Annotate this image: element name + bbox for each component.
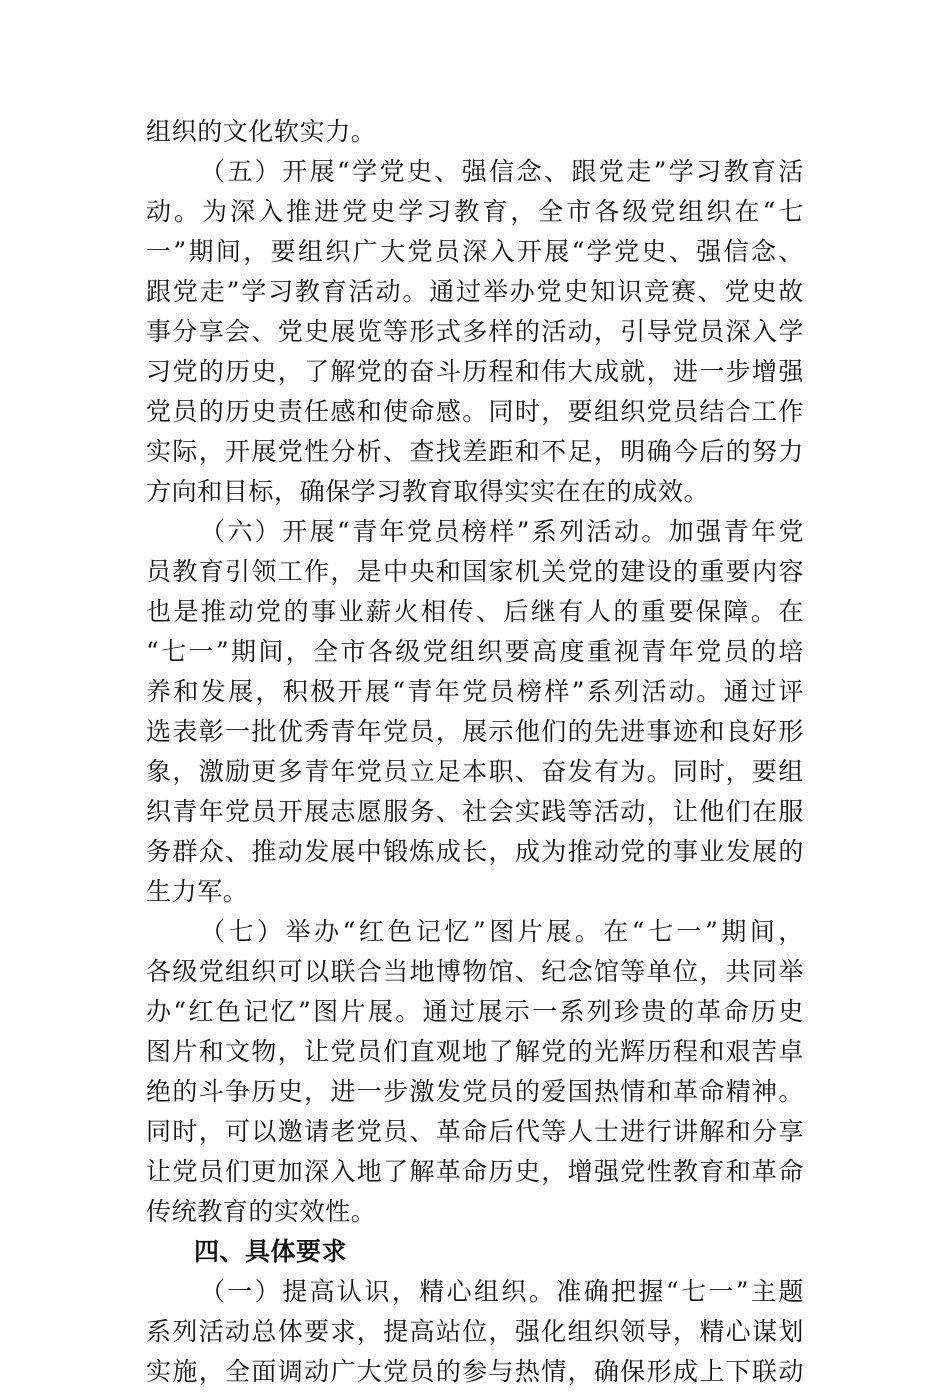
section-heading: 四、具体要求	[194, 1237, 348, 1266]
text-line: 绝的斗争历史，进一步激发党员的爱国热情和革命精神。	[146, 1077, 804, 1106]
text-line: 让党员们更加深入地了解革命历史，增强党性教育和革命	[146, 1157, 804, 1186]
document-body	[146, 112, 804, 1392]
text-line: （五）开展“学党史、强信念、跟党走”学习教育活	[200, 157, 804, 186]
text-line: 同时，可以邀请老党员、革命后代等人士进行讲解和分享	[146, 1117, 804, 1146]
text-line: 选表彰一批优秀青年党员，展示他们的先进事迹和良好形	[146, 717, 804, 746]
paragraph-requirement-1	[146, 1272, 804, 1392]
text-line: 实际，开展党性分析、查找差距和不足，明确今后的努力	[146, 437, 804, 466]
text-line: 员教育引领工作，是中央和国家机关党的建设的重要内容	[146, 557, 804, 586]
text-line: 各级党组织可以联合当地博物馆、纪念馆等单位，共同举	[146, 957, 804, 986]
text-line: 图片和文物，让党员们直观地了解党的光辉历程和艰苦卓	[146, 1037, 804, 1066]
text-line: 实施，全面调动广大党员的参与热情，确保形成上下联动	[146, 1357, 804, 1386]
paragraph-activity-6	[146, 512, 804, 912]
text-line: 动。为深入推进党史学习教育，全市各级党组织在“七	[146, 197, 804, 226]
paragraph-activity-5	[146, 152, 804, 512]
text-line: （七）举办“红色记忆”图片展。在“七一”期间，	[200, 917, 804, 946]
text-line: 党员的历史责任感和使命感。同时，要组织党员结合工作	[146, 397, 804, 426]
text-line: 一”期间，要组织广大党员深入开展“学党史、强信念、	[146, 237, 804, 266]
paragraph-continuation	[146, 112, 804, 152]
text-line: （一）提高认识，精心组织。准确把握“七一”主题	[200, 1277, 804, 1306]
text-line: 系列活动总体要求，提高站位，强化组织领导，精心谋划	[146, 1317, 804, 1346]
text-line: 象，激励更多青年党员立足本职、奋发有为。同时，要组	[146, 757, 804, 786]
text-line: 也是推动党的事业薪火相传、后继有人的重要保障。在	[146, 597, 804, 626]
text-line: 办“红色记忆”图片展。通过展示一系列珍贵的革命历史	[146, 997, 804, 1026]
paragraph-activity-7	[146, 912, 804, 1232]
text-line: （六）开展“青年党员榜样”系列活动。加强青年党	[200, 517, 804, 546]
text-line: 跟党走”学习教育活动。通过举办党史知识竞赛、党史故	[146, 277, 804, 306]
text-line: 养和发展，积极开展“青年党员榜样”系列活动。通过评	[146, 677, 804, 706]
text-line: 组织的文化软实力。	[146, 117, 377, 146]
text-line: 传统教育的实效性。	[146, 1197, 377, 1226]
text-line: 事分享会、党史展览等形式多样的活动，引导党员深入学	[146, 317, 804, 346]
text-line: 务群众、推动发展中锻炼成长，成为推动党的事业发展的	[146, 837, 804, 866]
text-line: 生力军。	[146, 877, 249, 906]
text-line: 习党的历史，了解党的奋斗历程和伟大成就，进一步增强	[146, 357, 804, 386]
text-line: 方向和目标，确保学习教育取得实实在在的成效。	[146, 477, 710, 506]
text-line: 织青年党员开展志愿服务、社会实践等活动，让他们在服	[146, 797, 804, 826]
text-line: “七一”期间，全市各级党组织要高度重视青年党员的培	[146, 637, 804, 666]
